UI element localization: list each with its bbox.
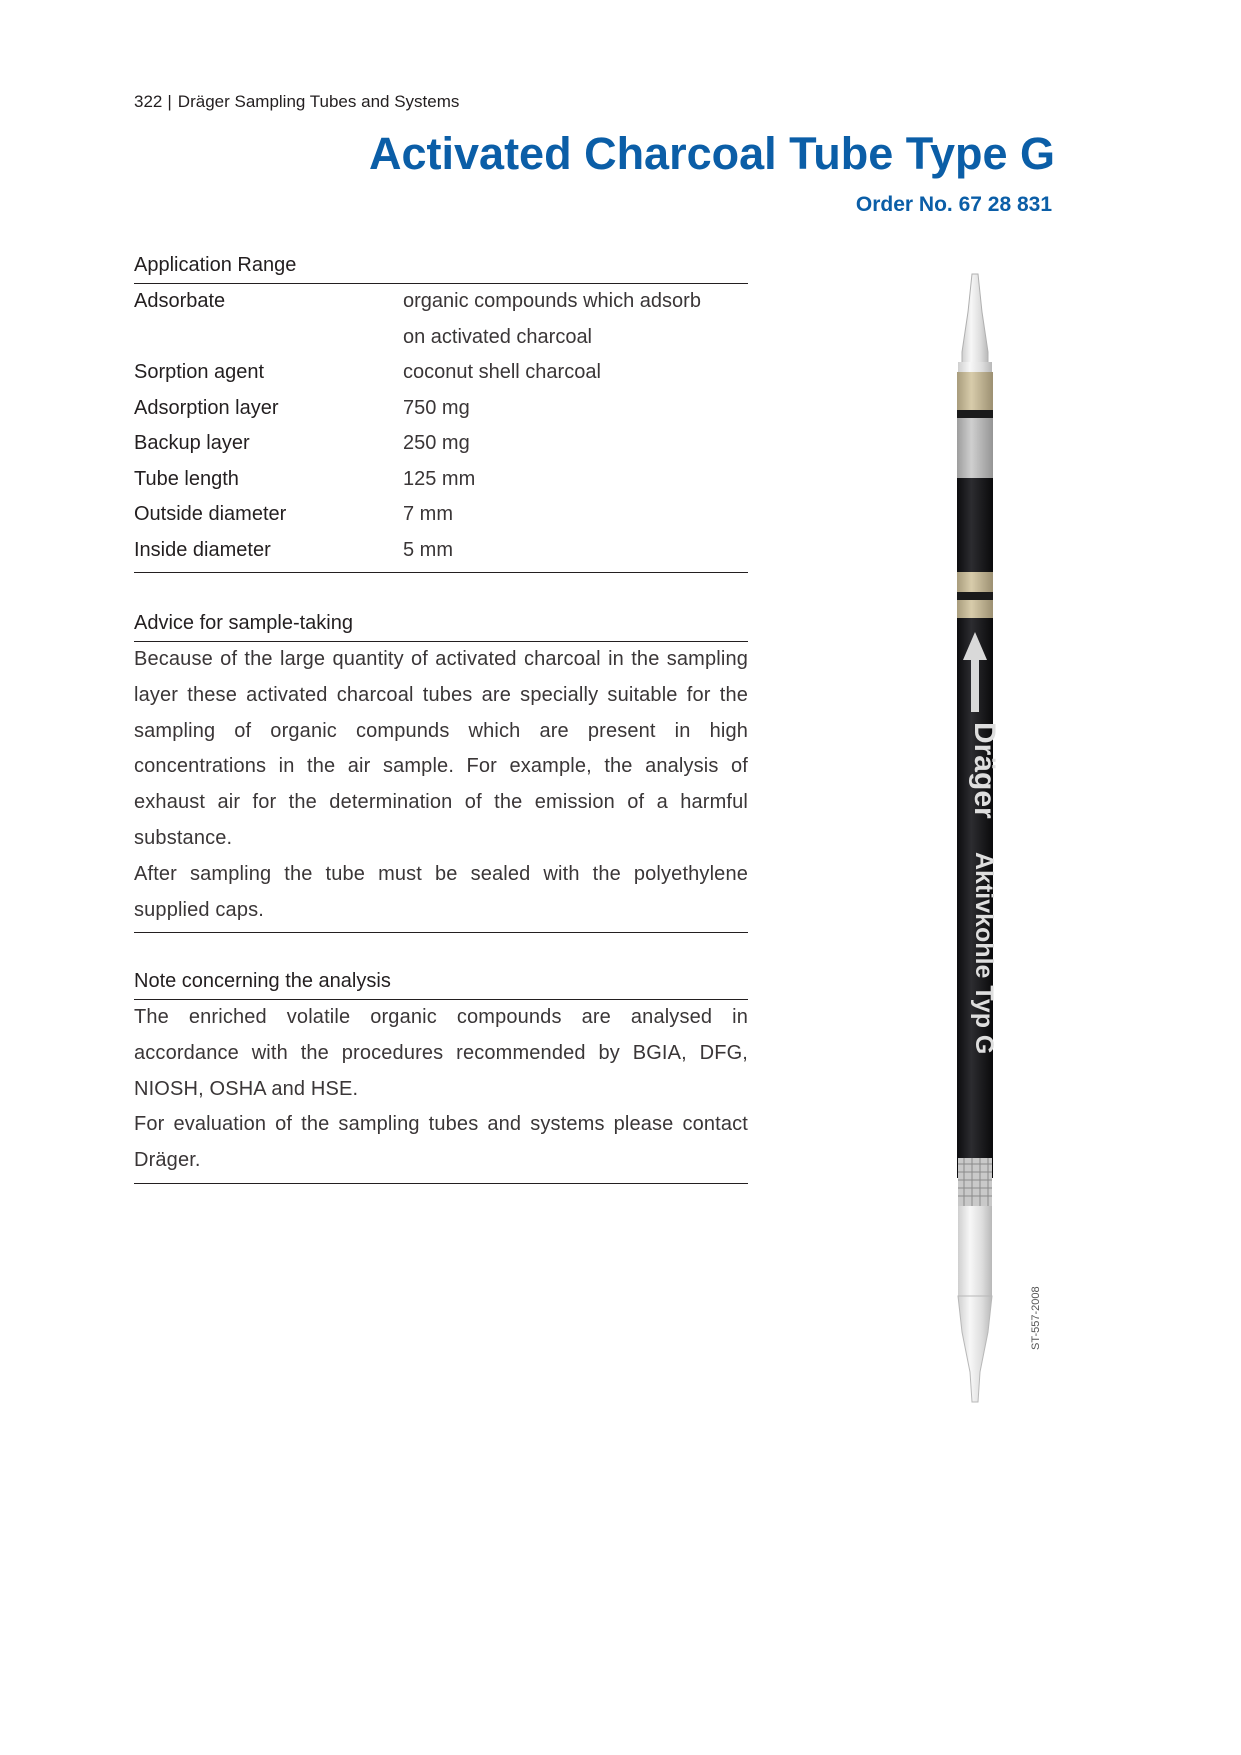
section-heading: Note concerning the analysis (134, 966, 748, 1000)
spec-row (134, 497, 748, 533)
note-text (134, 1000, 748, 1184)
spec-row (134, 462, 748, 498)
photo-code: ST-557-2008 (1030, 1286, 1042, 1350)
spec-value: 7 mm (403, 503, 453, 525)
section-heading: Advice for sample-taking (134, 608, 748, 642)
page-title: Activated Charcoal Tube Type G (369, 128, 1055, 179)
paragraph: Because of the large quantity of activated charcoal in the sampling layer these activated charcoal tubes are specially suitable for the sampling of organic compunds which are present in high concentrations in the air sample. For example, the analysis of exhaust air for the determination of the emission of a harmful substance. (134, 648, 748, 849)
tube-label-text: Aktivkohle Typ G (970, 852, 998, 1055)
spec-value: on activated charcoal (403, 325, 593, 348)
spec-label: Tube length (134, 467, 239, 490)
spec-label (134, 320, 403, 356)
spec-row (134, 391, 748, 427)
spec-row (134, 320, 748, 356)
spec-label: Inside diameter (134, 538, 271, 561)
spec-row (134, 533, 748, 569)
note-section (134, 966, 748, 1184)
page-header (134, 92, 459, 112)
header-separator: | (167, 92, 172, 111)
paragraph: The enriched volatile organic compounds are analysed in accordance with the procedures recommended by BGIA, DFG, NIOSH, OSHA and HSE. (134, 1006, 748, 1100)
spec-value: 125 mm (403, 467, 476, 490)
spec-value: organic compounds which adsorb (403, 290, 701, 312)
spec-label: Sorption agent (134, 361, 265, 383)
spec-table (134, 284, 748, 573)
paragraph: After sampling the tube must be sealed with the polyethylene supplied caps. (134, 862, 748, 921)
book-title: Dräger Sampling Tubes and Systems (177, 92, 460, 111)
advice-section (134, 608, 748, 933)
charcoal-tube-illustration (930, 272, 1020, 1512)
tube-brand-text: Dräger (968, 722, 1001, 819)
order-number: Order No. 67 28 831 (855, 193, 1052, 216)
spec-row (134, 426, 748, 462)
application-range-section (134, 250, 748, 573)
spec-value: 250 mg (403, 432, 470, 454)
spec-value: 5 mm (403, 538, 453, 561)
section-heading: Application Range (134, 250, 748, 284)
paragraph: For evaluation of the sampling tubes and systems please contact Dräger. (134, 1113, 748, 1172)
advice-text (134, 642, 748, 933)
spec-row (134, 355, 748, 391)
spec-row (134, 284, 748, 320)
spec-value: 750 mg (403, 396, 470, 419)
spec-label: Outside diameter (134, 503, 287, 525)
spec-label: Adsorbate (134, 290, 226, 312)
spec-label: Backup layer (134, 432, 250, 454)
tube-photo (930, 272, 1020, 1517)
spec-value: coconut shell charcoal (403, 361, 601, 383)
spec-label: Adsorption layer (134, 396, 279, 419)
page-number: 322 (134, 92, 163, 111)
